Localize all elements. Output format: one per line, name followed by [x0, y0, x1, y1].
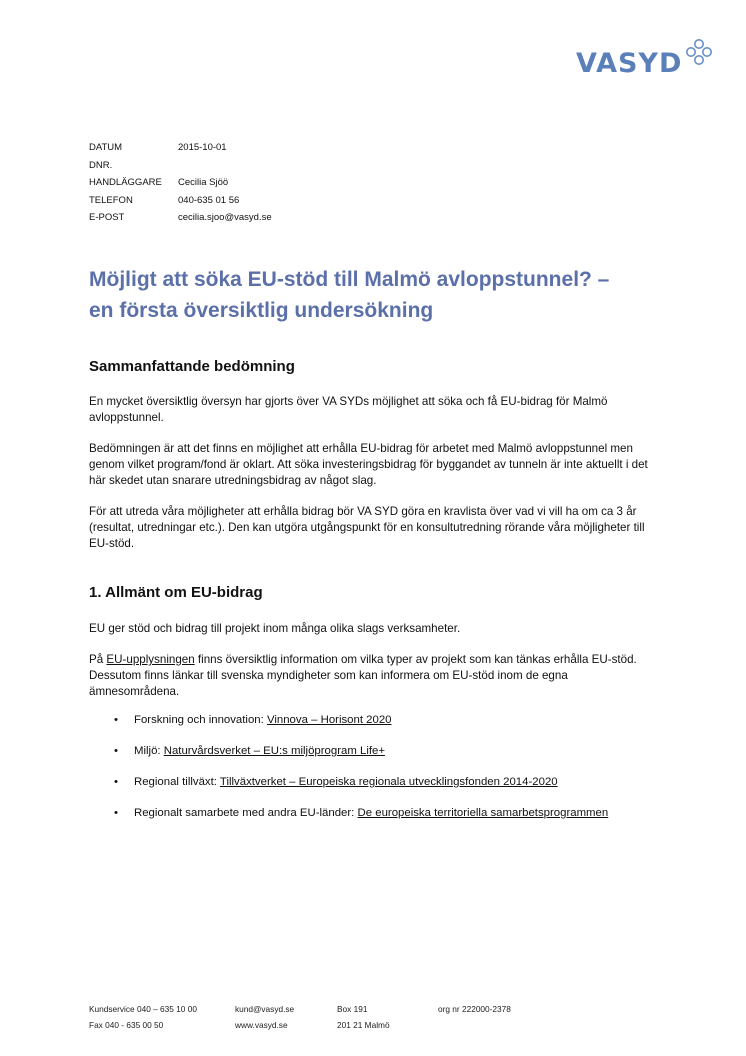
meta-key: DATUM: [89, 142, 123, 153]
summary-paragraph-3: För att utreda våra möjligheter att erhålla bidrag bör VA SYD göra en kravlista över vad vi vill ha om ca 3 år (resultat, utredningar etc.). Den kan utgöra utgångspunkt för en konsultutredning rörande våra möjligheter till EU-stöd.: [89, 505, 645, 550]
footer-col-org: [438, 1002, 511, 1018]
summary-paragraph-1: En mycket översiktlig översyn har gjorts över VA SYDs möjlighet att söka och få EU-bidrag för Malmö avloppstunnel.: [89, 395, 608, 424]
footer-org-nr: org nr 222000-2378: [438, 1004, 511, 1014]
list-item: [89, 774, 649, 790]
meta-row-date: [89, 139, 272, 157]
meta-key: E-POST: [89, 212, 125, 224]
territoriella-link[interactable]: De europeiska territoriella samarbetsprogrammen: [357, 807, 609, 819]
meta-row-telefon: [89, 192, 272, 210]
vasyd-logo: [576, 38, 718, 80]
meta-row-handlaggare: [89, 174, 272, 192]
section-heading-eu-bidrag: 1. Allmänt om EU-bidrag: [89, 584, 263, 601]
meta-key: HANDLÄGGARE: [89, 177, 162, 189]
naturvardsverket-link[interactable]: Naturvårdsverket – EU:s miljöprogram Life+: [163, 745, 385, 757]
list-item-label: Regional tillväxt:: [134, 776, 220, 788]
meta-key: TELEFON: [89, 194, 133, 206]
footer-website-link[interactable]: www.vasyd.se: [235, 1019, 288, 1030]
summary-paragraph-2: Bedömningen är att det finns en möjlighet att erhålla EU-bidrag för arbetet med Malmö avloppstunnel men genom vilket program/fond är oklart. Att söka investeringsbidrag för byggandet av tunneln är inte aktuellt i det här skedet utan snarare utredningsbidrag av något slag.: [89, 442, 648, 487]
eu-paragraph-2: [89, 652, 659, 700]
footer-col-web: [235, 1002, 294, 1033]
tillvaxtverket-link[interactable]: Tillväxtverket – Europeiska regionala utvecklingsfonden 2014-2020: [219, 776, 558, 788]
logo-rings-icon: [680, 38, 718, 68]
funding-list: [89, 712, 649, 836]
bullet-icon: •: [114, 807, 118, 819]
footer-kundservice: Kundservice 040 – 635 10 00: [89, 1004, 197, 1014]
footer-col-contact: [89, 1002, 197, 1033]
list-item: [89, 712, 649, 728]
footer-email-link[interactable]: kund@vasyd.se: [235, 1004, 295, 1014]
list-item-label: Miljö:: [134, 745, 164, 757]
meta-value: 040-635 01 56: [178, 194, 240, 206]
meta-value: 2015-10-01: [178, 142, 227, 153]
list-item-label: Forskning och innovation:: [134, 714, 267, 726]
list-item-label: Regionalt samarbete med andra EU-länder:: [134, 807, 358, 819]
footer-col-address: [337, 1002, 390, 1033]
bullet-icon: •: [114, 745, 118, 757]
meta-key: DNR.: [89, 159, 113, 171]
eu-paragraph-2-prefix: På: [89, 653, 107, 666]
bullet-icon: •: [114, 776, 118, 788]
footer-box: Box 191: [337, 1004, 368, 1014]
eu-paragraph-1: EU ger stöd och bidrag till projekt inom många olika slags verksamheter.: [89, 622, 461, 635]
title-line-2: en första översiktlig undersökning: [89, 299, 434, 322]
meta-row-epost: [89, 209, 272, 227]
bullet-icon: •: [114, 714, 118, 726]
eu-upplysningen-link[interactable]: EU-upplysningen: [106, 653, 195, 666]
meta-value: Cecilia Sjöö: [178, 177, 229, 189]
title-line-1: Möjligt att söka EU-stöd till Malmö avloppstunnel? –: [89, 268, 610, 291]
list-item: [89, 743, 649, 759]
footer-postcode: 201 21 Malmö: [337, 1019, 390, 1030]
document-meta: [89, 139, 272, 227]
list-item: [89, 805, 649, 821]
eu-paragraph-2-rest: finns översiktlig information om vilka typer av projekt som kan tänkas erhålla EU-stöd. Dessutom finns länkar till svenska myndigheter som kan informera om EU-stöd inom de egna ämnesområdena.: [89, 653, 637, 698]
section-heading-summary: Sammanfattande bedömning: [89, 358, 295, 375]
meta-row-dnr: [89, 157, 272, 175]
vinnova-link[interactable]: Vinnova – Horisont 2020: [266, 714, 392, 726]
meta-value: cecilia.sjoo@vasyd.se: [178, 212, 272, 224]
logo-text: VASYD: [576, 48, 683, 79]
page-title: [89, 264, 669, 326]
footer-fax: Fax 040 - 635 00 50: [89, 1019, 164, 1030]
